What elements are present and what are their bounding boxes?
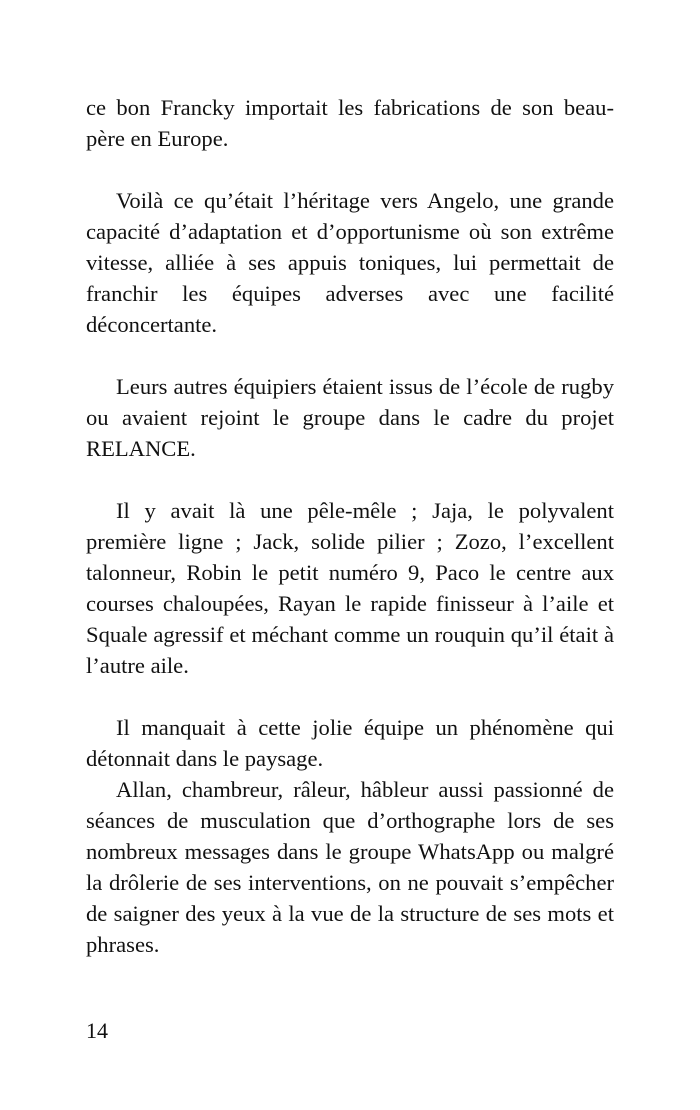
body-text [86,92,614,991]
page-number: 14 [86,1018,108,1043]
paragraph-3: Leurs autres équipiers étaient issus de l’école de rugby ou avaient rejoint le groupe dans le cadre du projet RELANCE. [86,374,614,461]
paragraph-5: Il manquait à cette jolie équipe un phénomène qui détonnait dans le paysage. [86,715,614,771]
paragraph-1: ce bon Francky importait les fabrications de son beau-père en Europe. [86,95,614,151]
paragraph-2: Voilà ce qu’était l’héritage vers Angelo, une grande capacité d’adaptation et d’opportunisme où son extrême vitesse, alliée à ses appuis toniques, lui permettait de franchir les équipes adverses avec une facilité déconcertante. [86,188,614,337]
paragraph-6: Allan, chambreur, râleur, hâbleur aussi passionné de séances de musculation que d’orthographe lors de ses nombreux messages dans le groupe WhatsApp ou malgré la drôlerie de ses interventions, on ne pouvait s’empêcher de saigner des yeux à la vue de la structure de ses mots et phrases. [86,777,614,957]
paragraph-4: Il y avait là une pêle-mêle ; Jaja, le polyvalent première ligne ; Jack, solide pilier ; Zozo, l’excellent talonneur, Robin le petit numéro 9, Paco le centre aux courses chaloupées, Rayan le rapide finisseur à l’aile et Squale agressif et méchant comme un rouquin qu’il était à l’autre aile. [86,498,614,678]
